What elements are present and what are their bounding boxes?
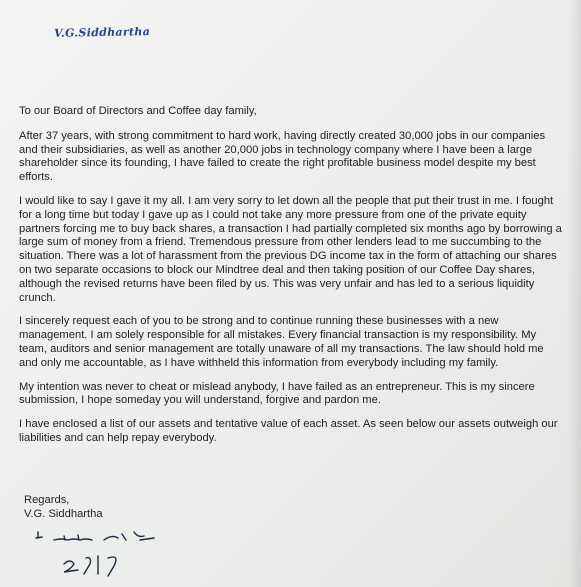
- paragraph-2: I would like to say I gave it my all. I am very sorry to let down all the people that put their trust in me. I fought for a long time but today I gave up as I could not take any more pressure from one of the private equity partners forcing me to buy back shares, a transaction I had partially completed six months ago by borrowing a large sum of money from a friend. Tremendous pressure from other lenders lead to me succumbing to the situation. There was a lot of harassment from the previous DG income tax in the form of attaching our shares on two separate occasions to block our Mindtree deal and then taking position of our Coffee Day shares, although the revised returns have been filed by us. This was very unfair and has led to a serious liquidity crunch.: [19, 194, 562, 304]
- letterhead-name: V.G.Siddhartha: [53, 25, 151, 40]
- paragraph-5: I have enclosed a list of our assets and tentative value of each asset. As seen below our assets outweigh our liabilities and can help repay everybody.: [19, 418, 558, 444]
- salutation: To our Board of Directors and Coffee day family,: [19, 105, 257, 117]
- paragraph-3: I sincerely request each of you to be strong and to continue running these businesses with a new management. I am solely responsible for all mistakes. Every financial transaction is my responsibility. My team, auditors and senior management are totally unaware of all my transactions. The law should hold me and only me accountable, as I have withheld this information from everybody including my family.: [19, 315, 544, 369]
- page-shadow: [567, 0, 581, 587]
- regards-text: Regards,: [24, 494, 70, 506]
- paragraph-4: My intention was never to cheat or mislead anybody, I have failed as an entrepreneur. This is my sincere submission, I hope someday you will understand, forgive and pardon me.: [19, 380, 535, 407]
- handwritten-signature: [34, 528, 164, 578]
- letter-body: [19, 105, 564, 456]
- paragraph-1: After 37 years, with strong commitment to hard work, having directly created 30,000 jobs in our companies and their subsidiaries, as well as another 20,000 jobs in technology company where I have been a large shareholder since its founding, I have failed to create the right profitable business model despite my best efforts.: [19, 129, 546, 184]
- signatory-name: V.G. Siddhartha: [24, 507, 103, 520]
- closing-block: [24, 494, 103, 522]
